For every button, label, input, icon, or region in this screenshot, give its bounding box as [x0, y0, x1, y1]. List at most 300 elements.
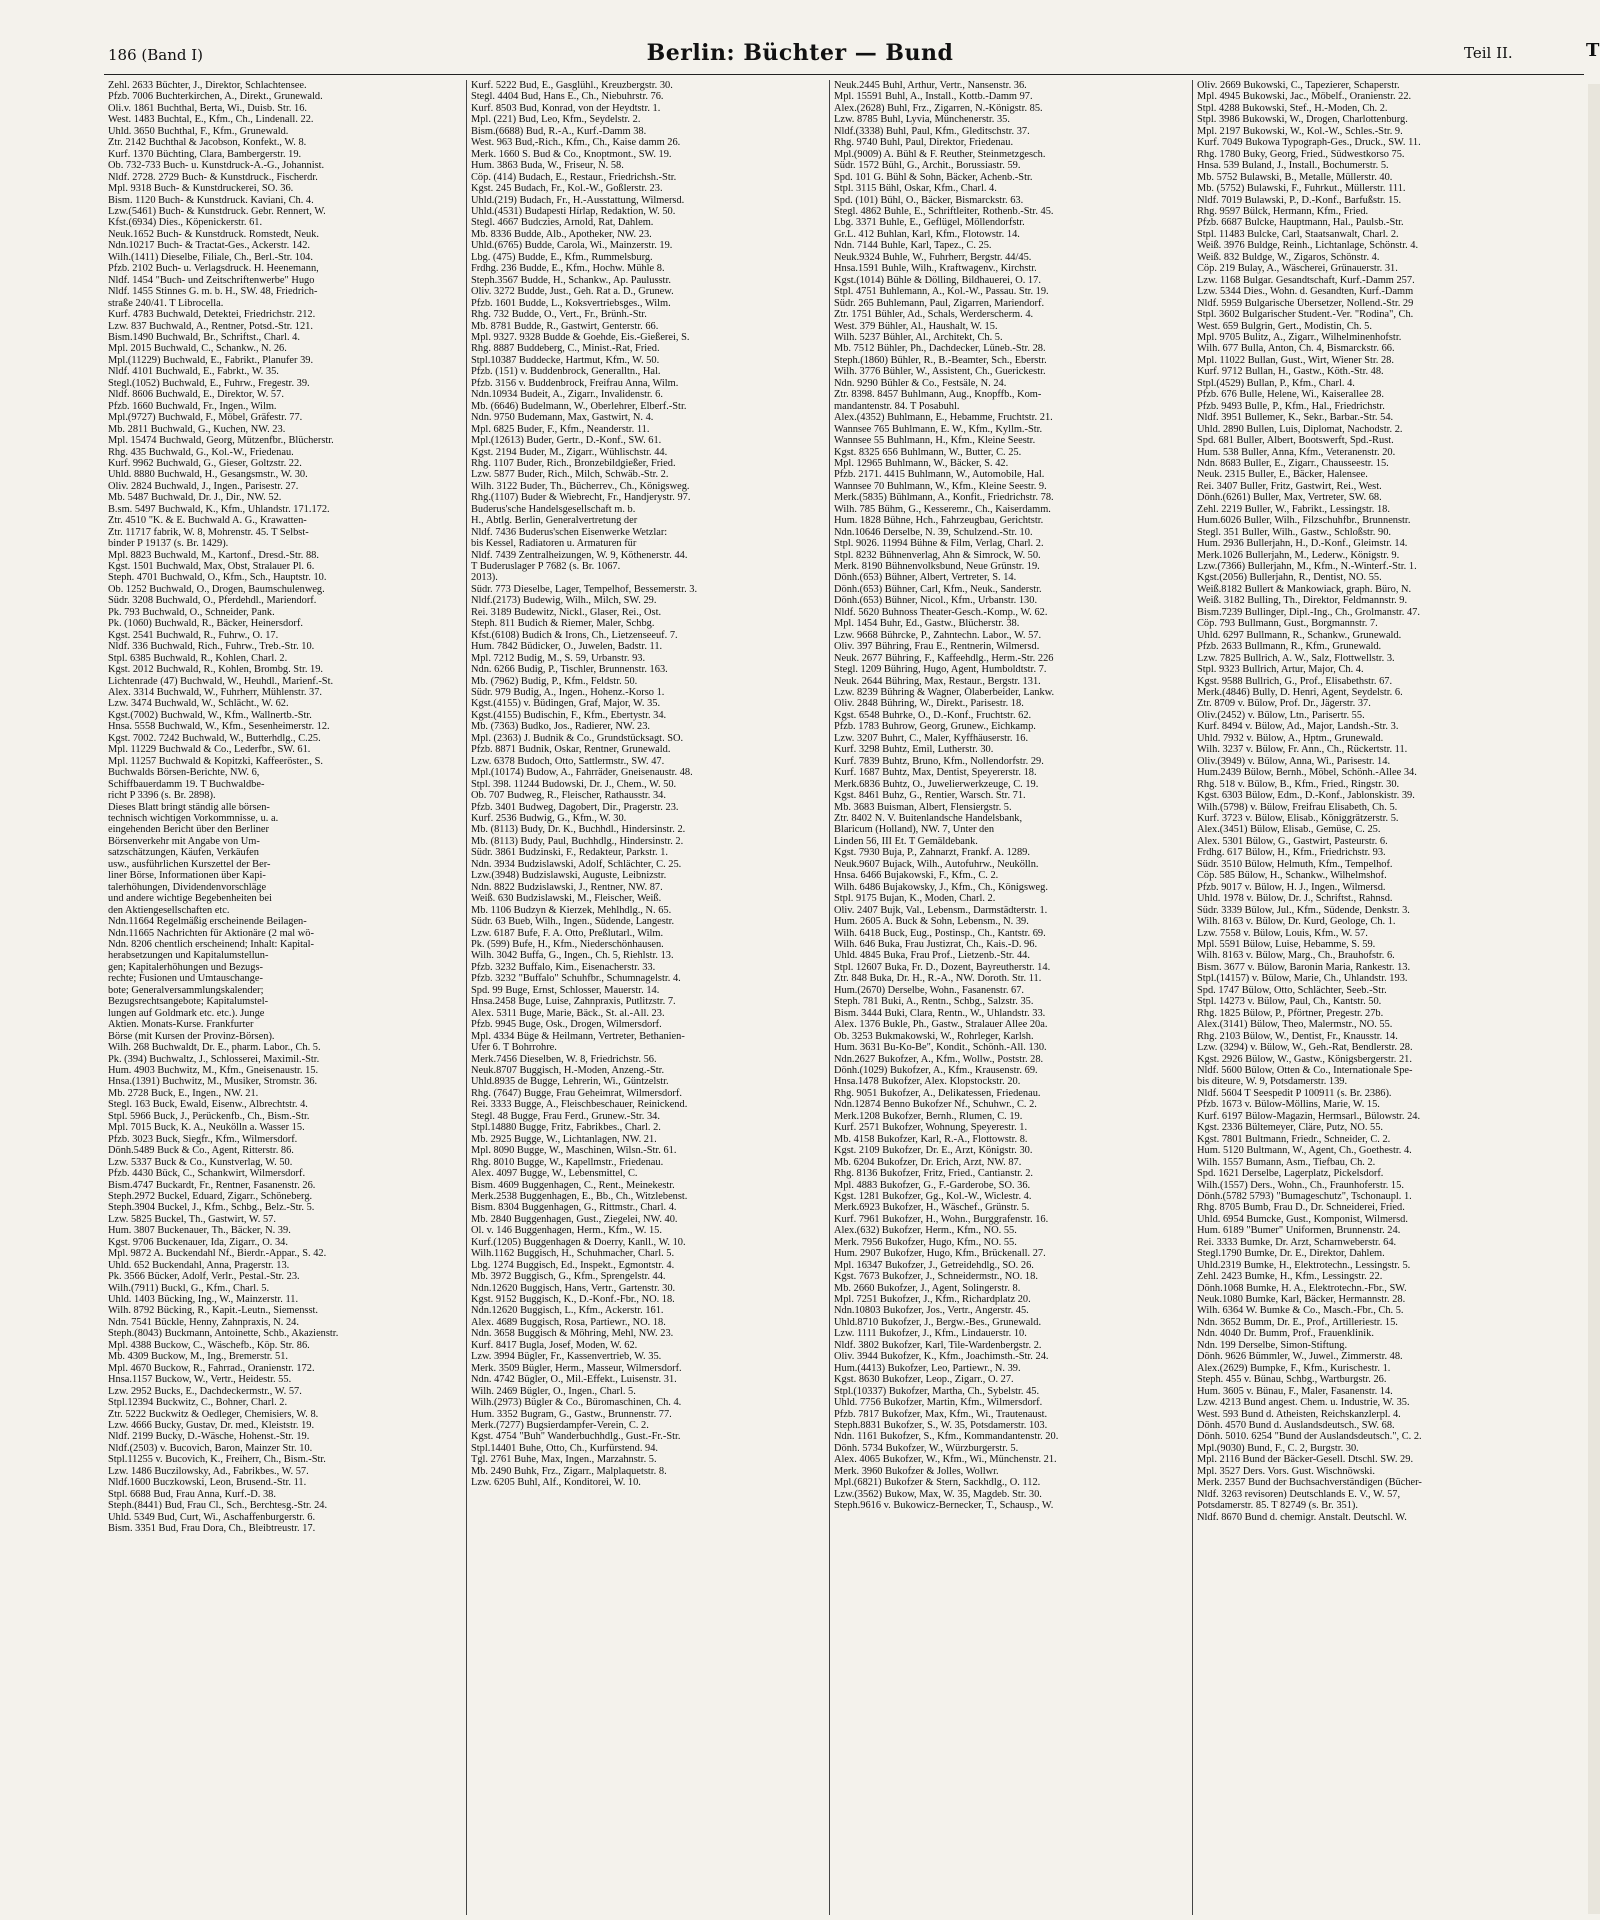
directory-entry: Pfzb. (151) v. Buddenbrock, Generalltn., Hal.: [471, 366, 661, 378]
directory-entry: technisch wichtigen Vorkommnisse, u. a.: [108, 813, 279, 824]
directory-entry: Stegl.1790 Bumke, Dr. E., Direktor, Dahlem.: [1197, 1248, 1385, 1260]
directory-entry: Rhg. 435 Buchwald, G., Kol.-W., Friedenau.: [108, 446, 294, 458]
directory-entry: eingehenden Bericht über den Berliner: [108, 824, 269, 836]
directory-entry: Ndn. 3934 Budzislawski, Adolf, Schlächter, C. 25.: [471, 858, 682, 870]
directory-entry: Uhld. 5349 Bud, Curt, Wi., Aschaffenburgerstr. 6.: [108, 1511, 316, 1523]
directory-entry: Ndn. 9290 Bühler & Co., Festsäle, N. 24.: [834, 377, 1007, 389]
directory-entry: Pfzb. 6687 Bulcke, Hauptmann, Hal., Paulsb.-Str.: [1197, 217, 1404, 229]
directory-entry: Lbg. 1274 Buggisch, Ed., Inspekt., Egmontstr. 4.: [471, 1259, 675, 1271]
directory-entry: Mpl.(11229) Buchwald, E., Fabrikt., Planufer 39.: [108, 354, 314, 366]
directory-entry: Frdhg. 617 Bülow, H., Kfm., Friedrichstr. 93.: [1197, 847, 1386, 859]
directory-entry: Kurf. 7049 Bukowa Typograph-Ges., Druck., SW. 11.: [1197, 137, 1421, 149]
column-divider: [829, 80, 830, 1915]
directory-entry: Merk.7456 Dieselben, W. 8, Friedrichstr. 56.: [471, 1053, 657, 1065]
directory-entry: Wilh. 6418 Buck, Eug., Postinsp., Ch., Kantstr. 69.: [834, 927, 1046, 939]
directory-entry: Kgst. 7002. 7242 Buchwald, W., Butterhdlg., C.25.: [108, 732, 321, 744]
directory-entry: Kurf.(1205) Buggenhagen & Doerry, Kanll., W. 10.: [471, 1236, 686, 1248]
directory-entry: Aktien. Monats-Kurse. Frankfurter: [108, 1019, 254, 1031]
directory-entry: Stpl. 14273 v. Bülow, Paul, Ch., Kantstr. 50.: [1197, 996, 1382, 1008]
directory-entry: Ztr. 8402 N. V. Buitenlandsche Handelsbank,: [834, 813, 1023, 824]
directory-entry: Ndn.10803 Bukofzer, Jos., Vertr., Angerstr. 45.: [834, 1305, 1029, 1317]
directory-entry: Ndn.11665 Nachrichten für Aktionäre (2 mal wö-: [108, 927, 314, 939]
directory-entry: Hum. 5120 Bultmann, W., Agent, Ch., Goethestr. 4.: [1197, 1145, 1412, 1157]
directory-entry: Oliv. 2407 Bujk, Val., Lebensm., Darmstädterstr. 1.: [834, 904, 1048, 916]
directory-entry: Lzw. 6205 Buhl, Alf., Konditorei, W. 10.: [471, 1477, 641, 1489]
directory-entry: Mpl. 4388 Buckow, C., Wäschefb., Köp. Str. 86.: [108, 1339, 310, 1351]
directory-entry: Hum. 4903 Buchwitz, M., Kfm., Gneisenaustr. 15.: [108, 1064, 319, 1076]
directory-entry: Lzw. 1168 Bulgar. Gesandtschaft, Kurf.-Damm 257.: [1197, 274, 1415, 286]
directory-entry: Nldf. 2728. 2729 Buch- & Kunstdruck., Fischerdr.: [108, 171, 318, 183]
directory-entry: Kgst. 245 Budach, Fr., Kol.-W., Goßlerstr. 23.: [471, 183, 663, 195]
directory-entry: Stegl. 351 Buller, Wilh., Gastw., Schloßstr. 90.: [1197, 526, 1391, 538]
column-2: [471, 80, 826, 1916]
directory-entry: Spd. 681 Buller, Albert, Bootswerft, Spd.-Rust.: [1197, 435, 1394, 447]
directory-entry: Gr.L. 412 Buhlan, Karl, Kfm., Flotowstr. 14.: [834, 228, 1020, 240]
directory-entry: Dönh.(653) Bühner, Albert, Vertreter, S. 14.: [834, 572, 1017, 584]
directory-entry: Mpl. 11022 Bullan, Gust., Wirt, Wiener Str. 28.: [1197, 354, 1394, 366]
directory-entry: Rhg. 518 v. Bülow, B., Kfm., Fried., Ringstr. 30.: [1197, 778, 1400, 790]
directory-entry: Steph. 811 Budich & Riemer, Maler, Schbg.: [471, 618, 655, 630]
directory-entry: bis Kessel, Radiatoren u. Armaturen für: [471, 538, 637, 550]
page-title: Berlin: Büchter — Bund: [646, 40, 954, 66]
column-4: [1197, 80, 1585, 1916]
directory-entry: Kurf. 2536 Budwig, G., Kfm., W. 30.: [471, 813, 627, 824]
directory-entry: Wilh. 646 Buka, Frau Justizrat, Ch., Kais.-D. 96.: [834, 938, 1038, 950]
directory-entry: Pfzb. 7006 Buchterkirchen, A., Direkt., Grunewald.: [108, 91, 323, 103]
directory-entry: Neuk.1080 Bumke, Karl, Bäcker, Hermannstr. 28.: [1197, 1294, 1406, 1306]
directory-entry: Weiß. 832 Buldge, W., Zigaros, Schönstr. 4.: [1197, 251, 1380, 263]
directory-entry: und andere wichtige Begebenheiten bei: [108, 893, 272, 905]
directory-entry: Uhld.(4531) Budapesti Hírlap, Redaktion, W. 50.: [471, 205, 676, 217]
directory-entry: Stpl. 3986 Bukowski, W., Drogen, Charlottenburg.: [1197, 114, 1408, 126]
directory-entry: Wilh. 677 Bulla, Anton, Ch. 4, Bismarckstr. 66.: [1197, 343, 1395, 355]
directory-entry: Lzw. 4213 Bund angest. Chem. u. Industrie, W. 35.: [1197, 1397, 1410, 1409]
directory-entry: Südr. 3510 Bülow, Helmuth, Kfm., Tempelhof.: [1197, 858, 1393, 870]
directory-entry: Lzw.(3948) Budzislawski, Auguste, Leibnizstr.: [471, 870, 667, 882]
directory-entry: Wilh.(1411) Dieselbe, Filiale, Ch., Berl.-Str. 104.: [108, 251, 313, 263]
directory-entry: Wannsee 55 Buhlmann, H., Kfm., Kleine Seestr.: [834, 435, 1036, 447]
directory-entry: Mpl. (221) Bud, Leo, Kfm., Seydelstr. 2.: [471, 114, 641, 126]
directory-entry: Neuk. 2644 Bühring, Max, Restaur., Bergstr. 131.: [834, 675, 1041, 687]
directory-entry: Mpl. 9327. 9328 Budde & Goehde, Eis.-Gießerei, S.: [471, 331, 690, 343]
directory-entry: Spd. 1747 Bülow, Otto, Schlächter, Seeb.-Str.: [1197, 984, 1387, 996]
directory-entry: Uhld. 652 Buckendahl, Anna, Pragerstr. 13.: [108, 1259, 290, 1271]
directory-entry: Stpl. 5966 Buck, J., Perückenfb., Ch., Bism.-Str.: [108, 1110, 310, 1122]
directory-entry: Mb. (7363) Budko, Jos., Radierer, NW. 23.: [471, 721, 650, 733]
directory-entry: Merk. 3509 Bügler, Herm., Masseur, Wilmersdorf.: [471, 1362, 682, 1374]
directory-entry: Wannsee 70 Buhlmann, W., Kfm., Kleine Seestr. 9.: [834, 480, 1047, 492]
directory-entry: Mb. 2925 Bugge, W., Lichtanlagen, NW. 21.: [471, 1133, 657, 1145]
directory-entry: Hum.(2670) Derselbe, Wohn., Fasanenstr. 67.: [834, 984, 1025, 996]
directory-entry: Wilh. 8792 Bücking, R., Kapit.-Leutn., Siemensst.: [108, 1305, 318, 1317]
directory-entry: Kurf. 8417 Bugla, Josef, Moden, W. 62.: [471, 1339, 638, 1351]
directory-entry: Kurf. 9712 Bullan, H., Gastw., Köth.-Str. 48.: [1197, 366, 1384, 378]
directory-entry: Rei. 3333 Bumke, Dr. Arzt, Scharnweberstr. 64.: [1197, 1236, 1397, 1248]
directory-entry: Dieses Blatt bringt ständig alle börsen-: [108, 801, 270, 813]
directory-entry: Kgst. 4754 "Buh" Wanderbuchhdlg., Gust.-Fr.-Str.: [471, 1431, 681, 1443]
directory-entry: T Buderuslager P 7682 (s. Br. 1067.: [471, 561, 621, 573]
directory-entry: Kurf. 8494 v. Bülow, Ad., Major, Landsh.-Str. 3.: [1197, 721, 1399, 733]
directory-entry: Ndn. 3652 Bumm, Dr. E., Prof., Artilleriestr. 15.: [1197, 1316, 1398, 1328]
directory-entry: Lzw. 837 Buchwald, A., Rentner, Potsd.-Str. 121.: [108, 320, 313, 332]
directory-entry: Rhg. 732 Budde, O., Vert., Fr., Brünh.-Str.: [471, 309, 647, 321]
directory-entry: Ndn. 7144 Buhle, Karl, Tapez., C. 25.: [834, 240, 992, 252]
directory-entry: Stpl. 398. 11244 Budowski, Dr. J., Chem., W. 50.: [471, 778, 677, 790]
directory-entry: Nldf.(2173) Budewig, Wilh., Milch, SW. 29.: [471, 595, 657, 607]
directory-entry: Ndn. 8683 Buller, E., Zigarr., Chausseestr. 15.: [1197, 457, 1389, 469]
directory-entry: Merk.2538 Buggenhagen, E., Bb., Ch., Witzlebenst.: [471, 1190, 688, 1202]
directory-entry: Lzw.(5461) Buch- & Kunstdruck. Gebr. Rennert, W.: [108, 205, 326, 217]
directory-entry: Mpl.(6821) Bukofzer & Stern, Sackhdlg., O. 112.: [834, 1477, 1041, 1489]
directory-entry: Mb. (8113) Budy, Paul, Buchhdlg., Hindersinstr. 2.: [471, 835, 684, 847]
directory-entry: Ol. v. 146 Buggenhagen, Herm., Kfm., W. 15.: [471, 1225, 662, 1237]
directory-entry: Kgst. 2194 Buder, M., Zigarr., Wühlischstr. 44.: [471, 446, 668, 458]
directory-entry: Mb. 8336 Budde, Alb., Apotheker, NW. 23.: [471, 228, 652, 240]
directory-entry: Steph.(1860) Bühler, R., B.-Beamter, Sch., Eberstr.: [834, 354, 1047, 366]
directory-entry: Ufer 6. T Bohrrohre.: [471, 1042, 557, 1054]
directory-entry: Merk. 3960 Bukofzer & Jolles, Wollwr.: [834, 1465, 999, 1477]
directory-entry: Dönh.1068 Bumke, H. A., Elektrotechn.-Fbr., SW.: [1197, 1282, 1407, 1294]
directory-entry: Bism.1490 Buchwald, Br., Schriftst., Charl. 4.: [108, 331, 300, 343]
directory-entry: Nldf. 1455 Stinnes G. m. b. H., SW. 48, Friedrich-: [108, 286, 318, 298]
directory-entry: Wilh. 3237 v. Bülow, Fr. Ann., Ch., Rückertstr. 11.: [1197, 744, 1408, 756]
directory-entry: Oliv.(3949) v. Bülow, Anna, Wi., Parisestr. 14.: [1197, 755, 1391, 767]
directory-entry: Hum. 3352 Bugram, G., Gastw., Brunnenstr. 77.: [471, 1408, 672, 1420]
directory-entry: Uhld. 6954 Bumcke, Gust., Komponist, Wilmersd.: [1197, 1213, 1408, 1225]
directory-entry: Pfzb. 3023 Buck, Siegfr., Kfm., Wilmersdorf.: [108, 1133, 298, 1145]
directory-entry: Dönh.(653) Bühner, Nicol., Kfm., Urbanstr. 130.: [834, 595, 1038, 607]
directory-entry: Merk. 1660 S. Bud & Co., Knoptmont., SW. 19.: [471, 148, 672, 160]
directory-entry: Pfzb. 1660 Buchwald, Fr., Ingen., Wilm.: [108, 400, 277, 412]
directory-entry: Ndn. 6266 Budig, P., Tischler, Brunnenstr. 163.: [471, 664, 668, 676]
directory-entry: Mpl.(9009) A. Bühl & F. Reuther, Steinmetzgesch.: [834, 148, 1046, 160]
directory-entry: Bism. 4609 Buggenhagen, C., Rent., Meinekestr.: [471, 1179, 675, 1191]
directory-entry: Oliv. 397 Bühring, Frau E., Rentnerin, Wilmersd.: [834, 641, 1040, 653]
directory-entry: Dönh.(1029) Bukofzer, A., Kfm., Krausenstr. 69.: [834, 1064, 1038, 1076]
directory-entry: Ndn. 8206 chentlich erscheinend; Inhalt: Kapital-: [108, 938, 315, 950]
directory-entry: Steph.(8441) Bud, Frau Cl., Sch., Berchtesg.-Str. 24.: [108, 1500, 328, 1512]
directory-entry: Alex. 5311 Buge, Marie, Bäck., St. al.-All. 23.: [471, 1007, 665, 1019]
directory-entry: Rhg.(1107) Buder & Wiebrecht, Fr., Handjerystr. 97.: [471, 492, 691, 504]
directory-entry: Oliv.(2452) v. Bülow, Ltn., Parisertr. 55.: [1197, 709, 1365, 721]
directory-entry: Kurf. 2571 Bukofzer, Wohnung, Speyerestr. 1.: [834, 1122, 1028, 1134]
directory-entry: Stpl. 4751 Buhlemann, A., Kol.-W., Passau. Str. 19.: [834, 286, 1049, 298]
directory-entry: Südr. 63 Bueb, Wilh., Ingen., Südende, Langestr.: [471, 916, 675, 928]
directory-entry: Kgst. 9706 Buckenauer, Ida, Zigarr., O. 34.: [108, 1236, 288, 1248]
directory-entry: Ob. 732-733 Buch- u. Kunstdruck-A.-G., Johannist.: [108, 160, 325, 172]
directory-entry: Kgst. 1501 Buchwald, Max, Obst, Stralauer Pl. 6.: [108, 561, 315, 573]
directory-entry: Weiß. 3182 Bulling, Th., Direktor, Feldmannstr. 9.: [1197, 595, 1408, 607]
directory-entry: Stpl. 9175 Bujan, K., Moden, Charl. 2.: [834, 893, 996, 905]
directory-entry: Mpl. 15591 Buhl, A., Install., Kottb.-Damm 97.: [834, 91, 1033, 103]
directory-entry: Steph. 455 v. Bünau, Schbg., Wartburgstr. 26.: [1197, 1374, 1387, 1386]
column-divider: [466, 80, 467, 1915]
directory-entry: Ztr. 848 Buka, Dr. H., R.-A., NW. Doroth. Str. 11.: [834, 973, 1042, 985]
directory-entry: Stpl. 11483 Bulcke, Carl, Staatsanwalt, Charl. 2.: [1197, 228, 1399, 240]
directory-entry: Merk.(4846) Bully, D. Henri, Agent, Seydelstr. 6.: [1197, 687, 1403, 699]
directory-entry: Stegl. 48 Bugge, Frau Ferd., Grunew.-Str. 34.: [471, 1110, 660, 1122]
directory-entry: Dönh. 5734 Bukofzer, W., Würzburgerstr. 5.: [834, 1442, 1019, 1454]
directory-entry: Stpl.10387 Buddecke, Hartmut, Kfm., W. 50.: [471, 354, 660, 366]
directory-entry: Ztr. 4510 "K. & E. Buchwald A. G., Krawatten-: [108, 515, 307, 527]
directory-entry: Lzw. 2952 Bucks, E., Dachdeckermstr., W. 57.: [108, 1385, 302, 1397]
directory-entry: Mb. 2811 Buchwald, G., Kuchen, NW. 23.: [108, 423, 286, 435]
directory-entry: Nldf. 2199 Bucky, D.-Wäsche, Hohenst.-Str. 19.: [108, 1431, 310, 1443]
directory-entry: Alex. 5301 Bülow, G., Gastwirt, Pasteurstr. 6.: [1197, 835, 1388, 847]
directory-entry: Bism. 3444 Buki, Clara, Rentn., W., Uhlandstr. 33.: [834, 1007, 1046, 1019]
directory-entry: Pk. 793 Buchwald, O., Schneider, Pank.: [108, 606, 275, 618]
directory-entry: Wilh. 6486 Bujakowsky, J., Kfm., Ch., Königsweg.: [834, 881, 1048, 893]
directory-entry: Lzw. 5344 Dies., Wohn. d. Gesandten, Kurf.-Damm: [1197, 286, 1414, 298]
directory-entry: Südr. 3208 Buchwald, O., Pferdehdl., Mariendorf.: [108, 595, 317, 607]
directory-entry: Stegl. 4862 Buhle, E., Schriftleiter, Rothenb.-Str. 45.: [834, 205, 1054, 217]
directory-entry: Uhld. 7932 v. Bülow, A., Hptm., Grunewald.: [1197, 732, 1384, 744]
directory-entry: Uhld.8710 Bukofzer, J., Bergw.-Bes., Grunewald.: [834, 1316, 1042, 1328]
directory-entry: Dönh.(653) Bühner, Carl, Kfm., Neuk., Sanderstr.: [834, 583, 1042, 595]
directory-entry: Lzw. 4666 Bucky, Gustav, Dr. med., Kleiststr. 19.: [108, 1420, 315, 1432]
directory-entry: Rei. 3333 Bugge, A., Fleischbeschauer, Reinickend.: [471, 1099, 688, 1111]
directory-entry: Kgst.(4155) Budischin, F., Kfm., Ebertystr. 34.: [471, 709, 667, 721]
directory-entry: Stegl. 163 Buck, Ewald, Eisenw., Albrechtstr. 4.: [108, 1099, 308, 1111]
directory-entry: Buderus'sche Handelsgesellschaft m. b.: [471, 503, 636, 515]
directory-entry: Linden 56, III Et. T Gemäldebank.: [834, 835, 978, 847]
directory-entry: Bism. 3677 v. Bülow, Baronin Maria, Rankestr. 13.: [1197, 961, 1411, 973]
directory-entry: Ztr. 8709 v. Bülow, Prof. Dr., Jägerstr. 37.: [1197, 698, 1371, 710]
directory-entry: Lzw. 5877 Buder, Rich., Milch, Schwäb.-Str. 2.: [471, 469, 669, 481]
directory-entry: Mpl. 3527 Ders. Vors. Gust. Wischnöwski.: [1197, 1465, 1375, 1477]
directory-entry: Ob. 3253 Bukmakowski, W., Rohrleger, Karlsh.: [834, 1030, 1034, 1042]
directory-entry: Merk.(5835) Bühlmann, A., Konfit., Friedrichstr. 78.: [834, 492, 1054, 504]
directory-entry: Pfzb. 2633 Bullmann, R., Kfm., Grunewald.: [1197, 641, 1382, 653]
directory-entry: Stpl. 6688 Bud, Frau Anna, Kurf.-D. 38.: [108, 1488, 276, 1500]
directory-entry: Nldf. 8670 Bund d. chemigr. Anstalt. Deutschl. W.: [1197, 1511, 1407, 1523]
directory-entry: Börse (mit Kursen der Provinz-Börsen).: [108, 1030, 275, 1042]
directory-entry: Merk.1208 Bukofzer, Bernh., Rlumen, C. 19.: [834, 1110, 1023, 1122]
directory-entry: Nldf. 5600 Bülow, Otten & Co., Internationale Spe-: [1197, 1064, 1413, 1076]
directory-entry: Mb. 4309 Buckow, M., Ing., Bremerstr. 51.: [108, 1351, 288, 1363]
directory-entry: Ndn. 8822 Budzislawski, J., Rentner, NW. 87.: [471, 881, 663, 893]
directory-entry: Spd. 101 G. Bühl & Sohn, Bäcker, Achenb.-Str.: [834, 171, 1033, 183]
directory-entry: Wilh. 8163 v. Bülow, Dr. Kurd, Geologe, Ch. 1.: [1197, 916, 1396, 928]
directory-entry: Rhg. 1825 Bülow, P., Pförtner, Pregestr. 27b.: [1197, 1007, 1384, 1019]
directory-entry: Nldf. 7436 Buderus'schen Eisenwerke Wetzlar:: [471, 526, 668, 538]
directory-entry: Mb. (8113) Budy, Dr. K., Buchhdl., Hindersinstr. 2.: [471, 824, 686, 836]
directory-entry: Lzw. 3994 Bügler, Fr., Kassenvertrieb, W. 35.: [471, 1351, 662, 1363]
directory-entry: Hum. 2605 A. Buck & Sohn, Lebensm., N. 39.: [834, 916, 1029, 928]
directory-entry: Rei. 3407 Buller, Fritz, Gastwirt, Rei., West.: [1197, 480, 1382, 492]
directory-entry: Hum. 2907 Bukofzer, Hugo, Kfm., Brückenall. 27.: [834, 1248, 1046, 1260]
directory-entry: Kgst. 8630 Bukofzer, Leop., Zigarr., O. 27.: [834, 1374, 1014, 1386]
directory-entry: Hum. 538 Buller, Anna, Kfm., Veteranenstr. 20.: [1197, 446, 1396, 458]
directory-entry: Nldf. 1454 "Buch- und Zeitschriftenwerbe" Hugo: [108, 274, 315, 286]
directory-entry: Merk. 7956 Bukofzer, Hugo, Kfm., NO. 55.: [834, 1236, 1017, 1248]
directory-entry: Bism.7239 Bullinger, Dipl.-Ing., Ch., Grolmanstr. 47.: [1197, 606, 1420, 618]
directory-entry: Wilh. 5237 Bühler, Al., Architekt, Ch. 5.: [834, 331, 1003, 343]
directory-entry: Südr. 3861 Budzinski, F., Redakteur, Parkstr. 1.: [471, 847, 669, 859]
directory-entry: satzschätzungen, Käufen, Verkäufen: [108, 847, 259, 859]
directory-entry: Oliv. 2669 Bukowski, C., Tapezierer, Schaperstr.: [1197, 80, 1400, 91]
directory-entry: Südr. 3339 Bülow, Jul., Kfm., Südende, Denkstr. 3.: [1197, 904, 1410, 916]
directory-entry: Alex.(2629) Bumpke, F., Kfm., Kurischestr. 1.: [1197, 1362, 1391, 1374]
directory-entry: West. 659 Bulgrin, Gert., Modistin, Ch. 5.: [1197, 320, 1372, 332]
directory-entry: Rhg. 1780 Buky, Georg, Fried., Südwestkorso 75.: [1197, 148, 1405, 160]
directory-entry: Pk. (394) Buchwaltz, J., Schlosserei, Maximil.-Str.: [108, 1053, 320, 1065]
directory-entry: Hum.2439 Bülow, Bernh., Möbel, Schönh.-Allee 34.: [1197, 767, 1417, 779]
directory-entry: Wilh.(2973) Bügler & Co., Büromaschinen, Ch. 4.: [471, 1397, 682, 1409]
directory-entry: Hum. 6189 "Bumer" Uniformen, Brunnenstr. 24.: [1197, 1225, 1401, 1237]
directory-entry: Mpl. 15474 Buchwald, Georg, Mützenfbr., Blücherstr.: [108, 435, 334, 447]
directory-entry: Hum. 3863 Buda, W., Friseur, N. 58.: [471, 160, 624, 172]
directory-entry: Mb. 7512 Bühler, Ph., Dachdecker, Lüneb.-Str. 28.: [834, 343, 1046, 355]
directory-entry: Kurf. 7839 Buhtz, Bruno, Kfm., Nollendorfstr. 29.: [834, 755, 1044, 767]
directory-entry: Pfzb. 3401 Budweg, Dagobert, Dir., Pragerstr. 23.: [471, 801, 679, 813]
directory-entry: Hum. 3631 Bu-Ko-Be", Kondit., Schönh.-All. 130.: [834, 1042, 1047, 1054]
directory-entry: Rhg. 9597 Bülck, Hermann, Kfm., Fried.: [1197, 205, 1369, 217]
directory-entry: Uhld. 1978 v. Bülow, Dr. J., Schriftst., Rahnsd.: [1197, 893, 1393, 905]
directory-entry: Uhld.2319 Bumke, H., Elektrotechn., Lessingstr. 5.: [1197, 1259, 1411, 1271]
directory-entry: Mb. (5752) Bulawski, F., Fuhrkut., Müllerstr. 111.: [1197, 183, 1406, 195]
directory-entry: Hnsa.2458 Buge, Luise, Zahnpraxis, Putlitzstr. 7.: [471, 996, 676, 1008]
directory-entry: Kurf. 7961 Bukofzer, H., Wohn., Burggrafenstr. 16.: [834, 1213, 1049, 1225]
directory-entry: Lzw. 7558 v. Bülow, Louis, Kfm., W. 57.: [1197, 927, 1368, 939]
directory-entry: Mpl. 12965 Buhlmann, W., Bäcker, S. 42.: [834, 457, 1009, 469]
directory-entry: Ndn.10217 Buch- & Tractat-Ges., Ackerstr. 142.: [108, 240, 311, 252]
directory-entry: Zehl. 2219 Buller, W., Fabrikt., Lessingstr. 18.: [1197, 503, 1390, 515]
directory-entry: Lzw. (3294) v. Bülow, W., Geh.-Rat, Bendlerstr. 28.: [1197, 1042, 1413, 1054]
directory-entry: Ndn.10934 Budeit, A., Zigarr., Invalidenstr. 6.: [471, 389, 663, 401]
directory-entry: Mpl. 4334 Büge & Heilmann, Vertreter, Bethanien-: [471, 1030, 685, 1042]
directory-entry: West. 1483 Buchtal, E., Kfm., Ch., Lindenall. 22.: [108, 114, 314, 126]
directory-entry: Hum. 7842 Büdicker, O., Juwelen, Badstr. 11.: [471, 641, 663, 653]
directory-entry: Nldf. 8606 Buchwald, E., Direktor, W. 57.: [108, 389, 284, 401]
directory-entry: Lbg. 3371 Buhle, E., Geflügel, Möllendorfstr.: [834, 217, 1025, 229]
directory-entry: Alex.(3451) Bülow, Elisab., Gemüse, C. 25.: [1197, 824, 1381, 836]
directory-entry: Lzw. 8785 Buhl, Lyvia, Münchenerstr. 35.: [834, 114, 1010, 126]
directory-entry: Mpl. 11257 Buchwald & Kopitzki, Kaffeeröster., S.: [108, 755, 323, 767]
directory-entry: Rhg. 1107 Buder, Rich., Bronzebildgießer, Fried.: [471, 457, 676, 469]
directory-entry: Pfzb. 9493 Bulle, P., Kfm., Hal., Friedrichstr.: [1197, 400, 1385, 412]
directory-entry: Pfzb. 3232 Buffalo, Kim., Eisenacherstr. 33.: [471, 961, 656, 973]
directory-entry: Lzw. 6187 Bufe, F. A. Otto, Preßlutarl., Wilm.: [471, 927, 664, 939]
directory-entry: Mb. 1106 Budzyn & Kierzek, Mehlhdlg., N. 65.: [471, 904, 672, 916]
directory-entry: Alex.(2628) Buhl, Frz., Zigarren, N.-Königstr. 85.: [834, 102, 1043, 114]
directory-entry: Mb. 5752 Bulawski, B., Metalle, Müllerstr. 40.: [1197, 171, 1393, 183]
directory-entry: Ndn.11664 Regelmäßig erscheinende Beilagen-: [108, 916, 307, 928]
directory-entry: Bism.4747 Buckardt, Fr., Rentner, Fasanenstr. 26.: [108, 1179, 316, 1191]
directory-entry: Buchwalds Börsen-Berichte, NW. 6,: [108, 767, 260, 779]
directory-entry: Neuk.9607 Bujack, Wilh., Autofuhrw., Neukölln.: [834, 858, 1039, 870]
directory-entry: Mb. 2840 Buggenhagen, Gust., Ziegelei, NW. 40.: [471, 1213, 678, 1225]
directory-entry: Lzw. 1111 Bukofzer, J., Kfm., Lindauerstr. 10.: [834, 1328, 1027, 1340]
directory-entry: Kgst.(7002) Buchwald, W., Kfm., Wallnertb.-Str.: [108, 709, 312, 721]
directory-entry: Ndn.10646 Derselbe, N. 39, Schulzend.-Str. 10.: [834, 526, 1033, 538]
directory-entry: Steph.(8043) Buckmann, Antoinette, Schb., Akazienstr.: [108, 1328, 339, 1340]
directory-entry: straße 240/41. T Librocella.: [108, 297, 224, 309]
directory-entry: Uhld.(6765) Budde, Carola, Wi., Mainzerstr. 19.: [471, 240, 673, 252]
directory-entry: Wilh. 2469 Bügler, O., Ingen., Charl. 5.: [471, 1385, 636, 1397]
directory-entry: Südr. 1572 Bühl, G., Archit., Borussiastr. 59.: [834, 160, 1021, 172]
directory-entry: Oliv. 2848 Bühring, W., Direkt., Parisestr. 18.: [834, 698, 1024, 710]
directory-entry: Hum. 2936 Bullerjahn, H., D.-Konf., Gleimstr. 14.: [1197, 538, 1408, 550]
directory-entry: Kgst.(4155) v. Büdingen, Graf, Major, W. 35.: [471, 698, 661, 710]
directory-entry: Kgst. 9152 Buggisch, K., D.-Konf.-Fbr., NO. 18.: [471, 1294, 675, 1306]
directory-entry: Wilh. 8163 v. Bülow, Marg., Ch., Brauhofstr. 6.: [1197, 950, 1395, 962]
directory-entry: Nldf.1600 Buczkowski, Leon, Brusend.-Str. 11.: [108, 1477, 307, 1489]
directory-entry: Wilh. 6364 W. Bumke & Co., Masch.-Fbr., Ch. 5.: [1197, 1305, 1404, 1317]
directory-entry: Stpl.14401 Buhe, Otto, Ch., Kurfürstend. 94.: [471, 1442, 659, 1454]
directory-entry: Ndn. 199 Derselbe, Simon-Stiftung.: [1197, 1339, 1348, 1351]
directory-entry: rechte; Fusionen und Umtauschange-: [108, 973, 263, 985]
directory-entry: Hum.6026 Buller, Wilh., Filzschuhfbr., Brunnenstr.: [1197, 515, 1411, 527]
directory-entry: Lzw.(7366) Bullerjahn, M., Kfm., N.-Winterf.-Str. 1.: [1197, 561, 1417, 573]
directory-entry: Rei. 3189 Budewitz, Nickl., Glaser, Rei., Ost.: [471, 606, 662, 618]
directory-entry: West. 963 Bud,-Rich., Kfm., Ch., Kaise damm 26.: [471, 137, 681, 149]
directory-entry: Hnsa.(1391) Buchwitz, M., Musiker, Stromstr. 36.: [108, 1076, 318, 1088]
directory-entry: Alex. 4097 Bugge, W., Lebensmittel, C.: [471, 1168, 638, 1180]
directory-entry: Ndn. 7541 Bückle, Henny, Zahnpraxis, N. 24.: [108, 1316, 299, 1328]
directory-entry: Weiß. 3976 Buldge, Reinh., Lichtanlage, Schönstr. 4.: [1197, 240, 1419, 252]
directory-entry: Kgst. 8461 Buhz, G., Rentier, Warsch. Str. 71.: [834, 790, 1026, 802]
directory-entry: Ndn. 4040 Dr. Bumm, Prof., Frauenklinik.: [1197, 1328, 1374, 1340]
directory-entry: Bism. 1120 Buch- & Kunstdruck. Kaviani, Ch. 4.: [108, 194, 314, 206]
directory-entry: Mpl.(12613) Buder, Gertr., D.-Konf., SW. 61.: [471, 435, 662, 447]
part-label: Teil II.: [1464, 44, 1513, 62]
directory-entry: Kurf. 1687 Buhtz, Max, Dentist, Speyererstr. 18.: [834, 767, 1037, 779]
directory-entry: Ndn. 9750 Budemann, Max, Gastwirt, N. 4.: [471, 412, 654, 424]
directory-entry: Südr. 773 Dieselbe, Lager, Tempelhof, Bessemerstr. 3.: [471, 583, 698, 595]
directory-entry: richt P 3396 (s. Br. 2898).: [108, 790, 216, 802]
directory-entry: Dönh.5489 Buck & Co., Agent, Ritterstr. 86.: [108, 1145, 294, 1157]
directory-entry: H., Abtlg. Berlin, Generalvertretung der: [471, 515, 638, 527]
directory-entry: Kgst. 7801 Bultmann, Friedr., Schneider, C. 2.: [1197, 1133, 1391, 1145]
directory-entry: Weiß. 630 Budzislawski, M., Fleischer, Weiß.: [471, 893, 662, 905]
directory-entry: Mpl. 2197 Bukowski, W., Kol.-W., Schles.-Str. 9.: [1197, 125, 1403, 137]
adjacent-page-edge: [1588, 84, 1600, 1914]
directory-entry: Merk.6836 Buhtz, O., Juwelierwerkzeuge, C. 19.: [834, 778, 1039, 790]
directory-entry: Spd. (101) Bühl, O., Bäcker, Bismarckstr. 63.: [834, 194, 1024, 206]
directory-entry: Stpl. 3602 Bulgarischer Student.-Ver. "Rodina", Ch.: [1197, 309, 1414, 321]
directory-entry: Zehl. 2423 Bumke, H., Kfm., Lessingstr. 22.: [1197, 1271, 1383, 1283]
directory-entry: Ztr. 5222 Buckwitz & Oedleger, Chemisiers, W. 8.: [108, 1408, 319, 1420]
directory-entry: Rhg. 8010 Bugge, W., Kapellmstr., Friedenau.: [471, 1156, 664, 1168]
directory-entry: Kgst. 2012 Buchwald, R., Kohlen, Brombg. Str. 19.: [108, 664, 324, 676]
directory-entry: Stpl.14880 Bugge, Fritz, Fabrikbes., Charl. 2.: [471, 1122, 661, 1134]
directory-entry: Neuk.2445 Buhl, Arthur, Vertr., Nansenstr. 36.: [834, 80, 1027, 91]
directory-entry: Mb. 6204 Bukofzer, Dr. Erich, Arzt, NW. 87.: [834, 1156, 1022, 1168]
directory-entry: Nldf. 4101 Buchwald, E., Fabrkt., W. 35.: [108, 366, 279, 378]
directory-entry: Dönh.(6261) Buller, Max, Vertreter, SW. 68.: [1197, 492, 1382, 504]
directory-entry: Neuk. 2677 Bühring, F., Kaffeehdlg., Herm.-Str. 226: [834, 652, 1054, 664]
directory-entry: Mb. 3972 Buggisch, G., Kfm., Sprengelstr. 44.: [471, 1271, 666, 1283]
directory-entry: Mpl. 4945 Bukowski, Jac., Möbelf., Oranienstr. 22.: [1197, 91, 1412, 103]
directory-entry: Ndn. 3658 Buggisch & Möhring, Mehl, NW. 23.: [471, 1328, 674, 1340]
directory-entry: Kgst. 9588 Bullrich, G., Prof., Elisabethstr. 67.: [1197, 675, 1393, 687]
directory-entry: Kurf. 8503 Bud, Konrad, von der Heydtstr. 1.: [471, 102, 661, 114]
directory-entry: Kfst.(6934) Dies., Köpenickerstr. 61.: [108, 217, 263, 229]
directory-entry: liner Börse, Informationen über Kapi-: [108, 870, 266, 882]
edge-letter: T: [1586, 40, 1600, 61]
directory-entry: usw., ausführlichen Kurszettel der Ber-: [108, 858, 271, 870]
directory-entry: Lzw.(3562) Bukow, Max, W. 35, Magdeb. Str. 30.: [834, 1488, 1042, 1500]
directory-entry: Uhld.8935 de Bugge, Lehrerin, Wi., Güntzelstr.: [471, 1076, 669, 1088]
directory-entry: Kurf. 6197 Bülow-Magazin, Hermsarl., Bülowstr. 24.: [1197, 1110, 1421, 1122]
directory-entry: Hum. 3807 Buckenauer, Th., Bäcker, N. 39.: [108, 1225, 291, 1237]
directory-entry: Wilh. 268 Buchwaldt, Dr. E., pharm. Labor., Ch. 5.: [108, 1042, 321, 1054]
directory-entry: Mb. 4158 Bukofzer, Karl, R.-A., Flottowstr. 8.: [834, 1133, 1028, 1145]
directory-entry: Cöp. 793 Bullmann, Gust., Borgmannstr. 7.: [1197, 618, 1378, 630]
directory-entry: Kgst. 2109 Bukofzer, Dr. E., Arzt, Königstr. 30.: [834, 1145, 1033, 1157]
directory-entry: Nldf. 3951 Bullemer, K., Sekr., Barbar.-Str. 54.: [1197, 412, 1394, 424]
